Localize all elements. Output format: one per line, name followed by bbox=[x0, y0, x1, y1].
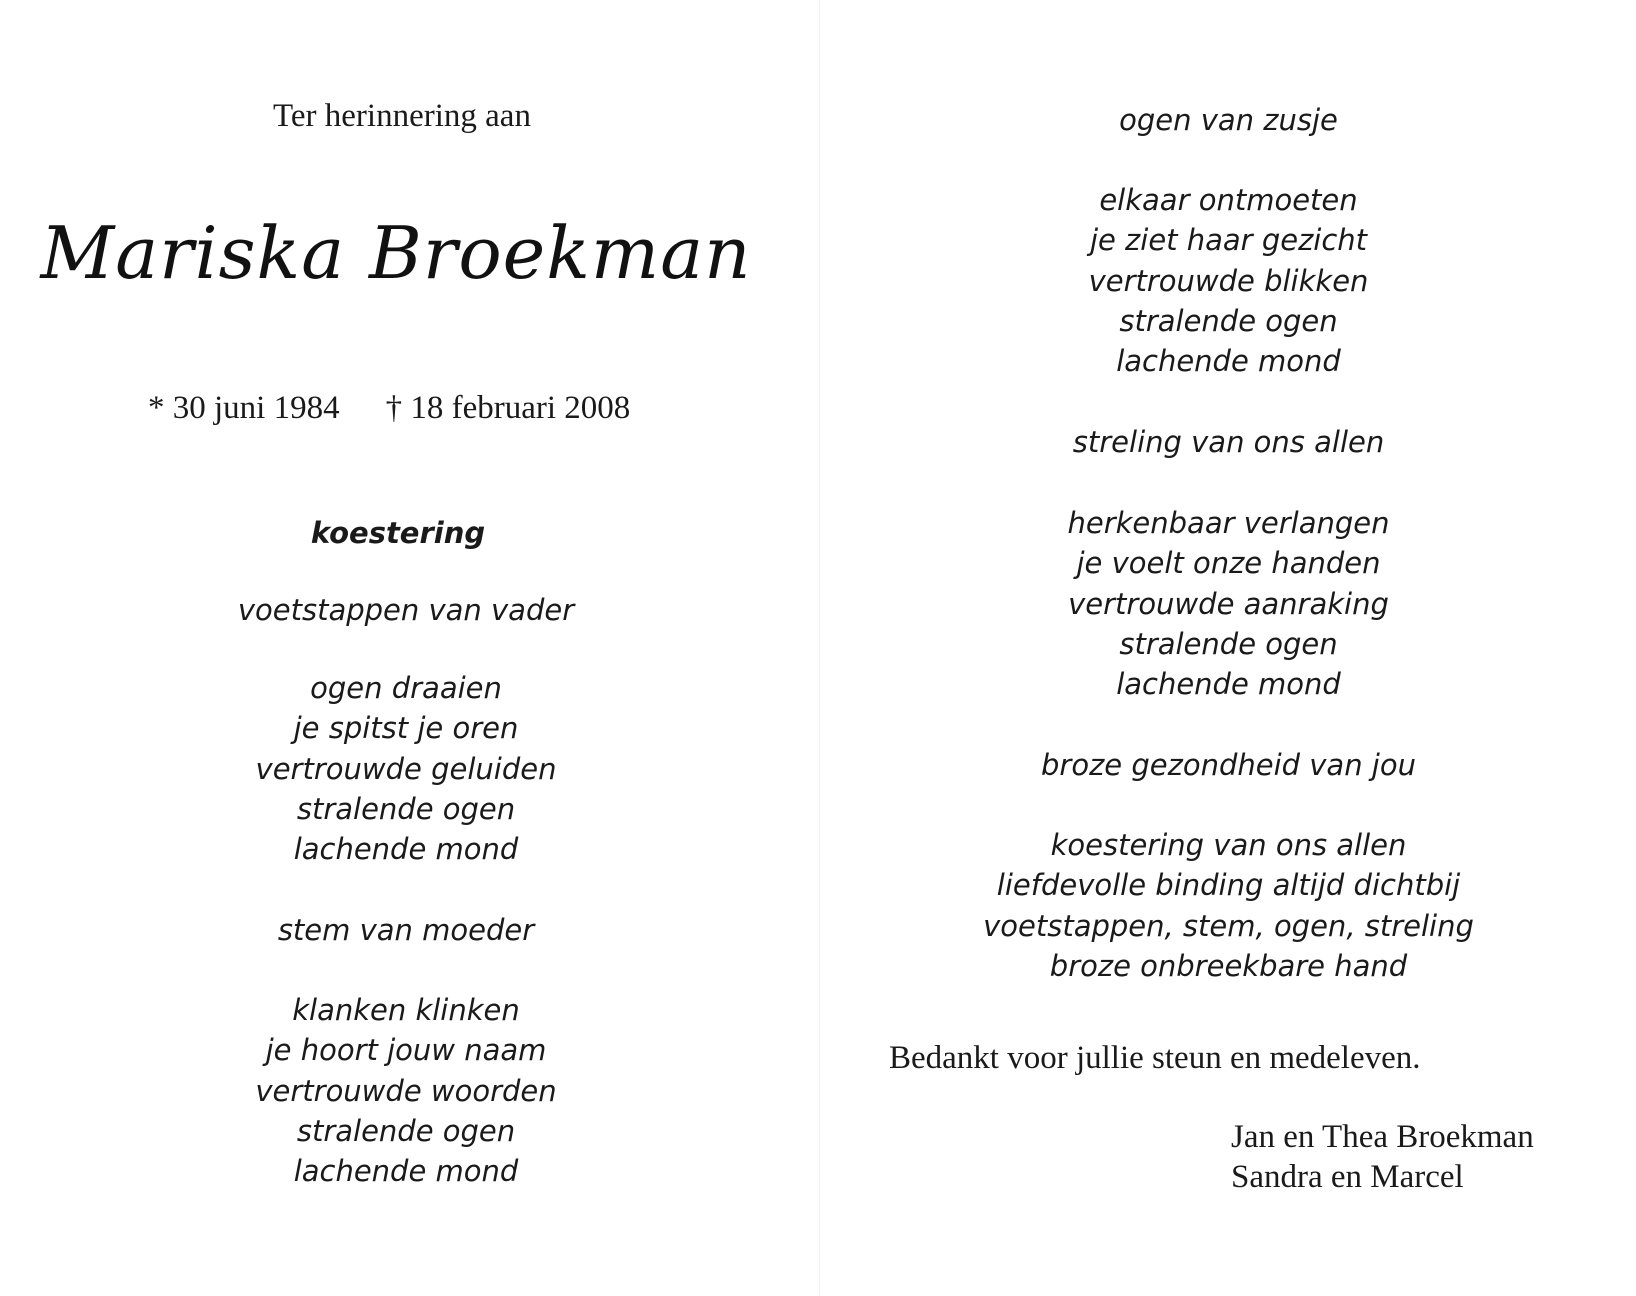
poem-title-text: koestering bbox=[310, 516, 486, 550]
deceased-name bbox=[0, 208, 820, 298]
poem-line: liefdevolle binding altijd dichtbij bbox=[996, 868, 1461, 903]
poem-line: je spitst je oren bbox=[293, 711, 519, 746]
right-stanza-1 bbox=[821, 100, 1636, 140]
family-signature bbox=[1231, 1117, 1534, 1198]
poem-line: stralende ogen bbox=[296, 1113, 516, 1148]
poem-line: vertrouwde blikken bbox=[1088, 263, 1369, 298]
left-stanza-4 bbox=[0, 990, 812, 1191]
left-stanza-1 bbox=[0, 590, 812, 630]
poem-line: streling van ons allen bbox=[1072, 425, 1385, 459]
poem-line: klanken klinken bbox=[292, 993, 520, 1027]
poem-line: vertrouwde geluiden bbox=[255, 751, 557, 786]
poem-line: vertrouwde aanraking bbox=[1068, 586, 1389, 621]
poem-line: broze gezondheid van jou bbox=[1041, 748, 1416, 782]
poem-line: lachende mond bbox=[293, 1154, 519, 1189]
poem-line: ogen draaien bbox=[310, 671, 502, 705]
poem-line: herkenbaar verlangen bbox=[1067, 506, 1390, 540]
life-dates bbox=[148, 388, 630, 428]
left-stanza-2 bbox=[0, 668, 812, 869]
poem-line: lachende mond bbox=[293, 832, 519, 867]
poem-line: je hoort jouw naam bbox=[265, 1033, 547, 1068]
left-stanza-3 bbox=[0, 910, 812, 950]
poem-line: je ziet haar gezicht bbox=[1089, 223, 1368, 258]
poem-line: koestering van ons allen bbox=[1050, 828, 1407, 862]
right-page bbox=[821, 0, 1636, 1296]
intro-text bbox=[0, 96, 820, 136]
poem-line: voetstappen, stem, ogen, streling bbox=[983, 908, 1474, 943]
right-stanza-6 bbox=[821, 825, 1636, 986]
death-date: † 18 februari 2008 bbox=[385, 390, 631, 426]
card-fold-line bbox=[819, 0, 820, 1296]
birth-date: * 30 juni 1984 bbox=[148, 390, 340, 426]
poem-line: je voelt onze handen bbox=[1076, 546, 1381, 581]
right-stanza-2 bbox=[821, 180, 1636, 381]
poem-line: voetstappen van vader bbox=[237, 593, 575, 627]
poem-line: stralende ogen bbox=[296, 791, 516, 826]
thanks-message: Bedankt voor jullie steun en medeleven. bbox=[889, 1040, 1421, 1076]
right-stanza-4 bbox=[821, 503, 1636, 704]
deceased-name-text: Mariska Broekman bbox=[40, 211, 752, 295]
poem-line: stralende ogen bbox=[1119, 303, 1338, 338]
right-stanza-5 bbox=[821, 745, 1636, 785]
signature-line: Sandra en Marcel bbox=[1231, 1159, 1464, 1196]
poem-line: lachende mond bbox=[1116, 667, 1341, 702]
poem-line: lachende mond bbox=[1116, 344, 1341, 379]
poem-line: stralende ogen bbox=[1119, 626, 1338, 661]
signature-line: Jan en Thea Broekman bbox=[1231, 1119, 1534, 1155]
poem-line: stem van moeder bbox=[277, 913, 535, 947]
poem-line: broze onbreekbare hand bbox=[1049, 948, 1408, 983]
poem-line: elkaar ontmoeten bbox=[1099, 183, 1358, 217]
right-stanza-3 bbox=[821, 422, 1636, 462]
poem-line: vertrouwde woorden bbox=[255, 1073, 557, 1108]
poem-title bbox=[0, 513, 820, 553]
intro-label: Ter herinnering aan bbox=[273, 98, 531, 134]
poem-line: ogen van zusje bbox=[1119, 103, 1338, 137]
